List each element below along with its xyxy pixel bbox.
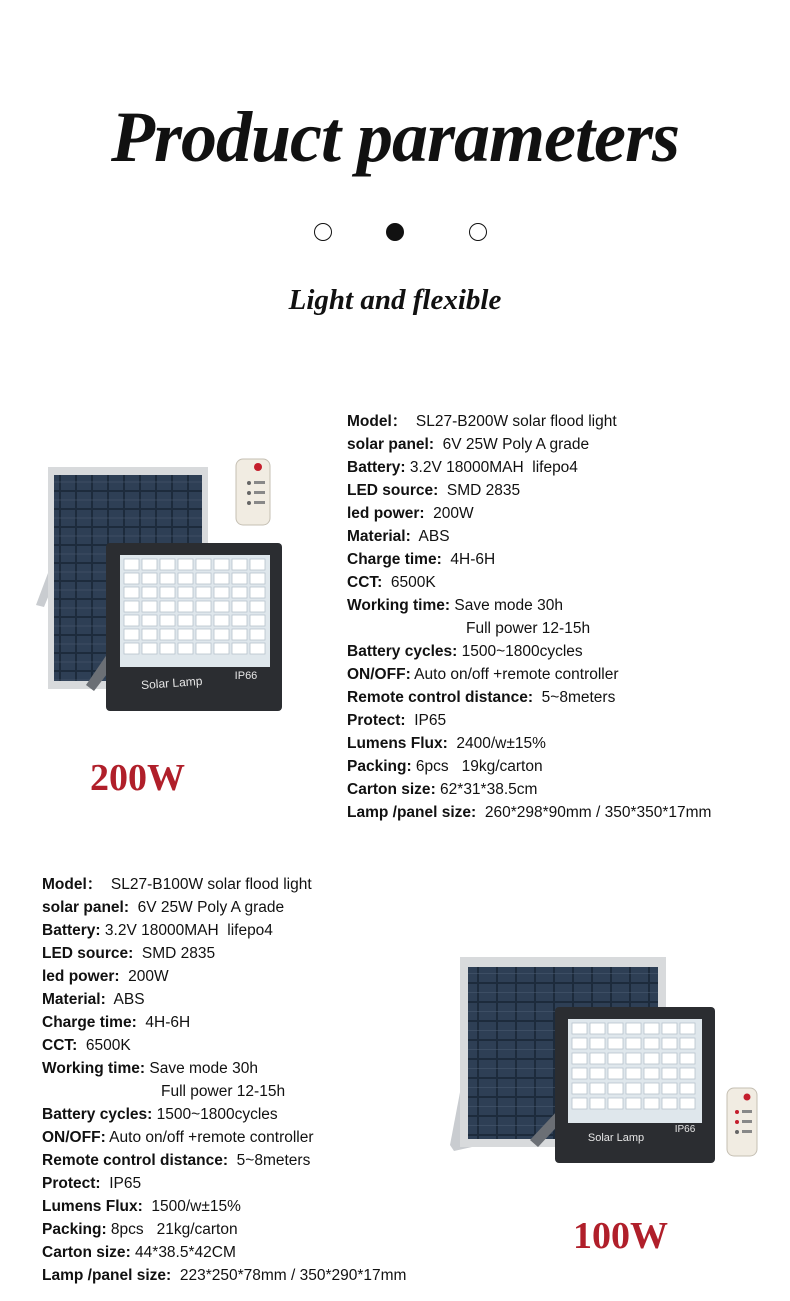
pagination-dots xyxy=(0,223,790,245)
spec-row: Battery: 3.2V 18000MAH lifepo4 xyxy=(42,922,273,939)
spec-row: Protect: IP65 xyxy=(42,1175,142,1192)
page-title: Product parameters xyxy=(111,97,679,177)
spec-row-continued: Full power 12-15h xyxy=(161,1083,286,1100)
spec-row: Protect: IP65 xyxy=(347,712,447,729)
solar-flood-light-200w-image xyxy=(28,455,288,717)
spec-row: Working time: Save mode 30h xyxy=(42,1060,258,1077)
pagination-dot-2-active[interactable] xyxy=(386,223,404,241)
spec-row: solar panel: 6V 25W Poly A grade xyxy=(42,899,285,916)
spec-row: Material: ABS xyxy=(347,528,450,545)
spec-row: Working time: Save mode 30h xyxy=(347,597,563,614)
spec-row: Model： SL27-B200W solar flood light xyxy=(347,413,617,430)
spec-row: Remote control distance: 5~8meters xyxy=(347,689,616,706)
spec-row: solar panel: 6V 25W Poly A grade xyxy=(347,436,590,453)
spec-row: Model： SL27-B100W solar flood light xyxy=(42,876,312,893)
spec-row: Charge time: 4H-6H xyxy=(347,551,496,568)
spec-list-100w xyxy=(42,873,406,1287)
spec-row: Carton size: 62*31*38.5cm xyxy=(347,781,538,798)
ip-label: IP66 xyxy=(234,670,258,682)
watt-label-100w: 100W xyxy=(573,1215,668,1257)
spec-row: CCT: 6500K xyxy=(347,574,436,591)
spec-row: Battery cycles: 1500~1800cycles xyxy=(42,1106,278,1123)
solar-flood-light-100w-image xyxy=(440,945,760,1175)
pagination-dot-1[interactable] xyxy=(314,223,332,241)
spec-row: ON/OFF: Auto on/off +remote controller xyxy=(347,666,619,683)
ip-label: IP66 xyxy=(674,1124,696,1135)
spec-row: Packing: 8pcs 21kg/carton xyxy=(42,1221,238,1238)
spec-row: CCT: 6500K xyxy=(42,1037,131,1054)
spec-row: led power: 200W xyxy=(347,505,474,522)
spec-row: Lumens Flux: 1500/w±15% xyxy=(42,1198,241,1215)
spec-row-continued: Full power 12-15h xyxy=(466,620,591,637)
spec-list-200w xyxy=(347,410,711,824)
spec-row: LED source: SMD 2835 xyxy=(347,482,521,499)
spec-row: Lumens Flux: 2400/w±15% xyxy=(347,735,546,752)
spec-row: Carton size: 44*38.5*42CM xyxy=(42,1244,236,1261)
spec-row: Remote control distance: 5~8meters xyxy=(42,1152,311,1169)
spec-row: Lamp /panel size: 223*250*78mm / 350*290*17mm xyxy=(42,1267,407,1284)
spec-row: Packing: 6pcs 19kg/carton xyxy=(347,758,543,775)
spec-row: Charge time: 4H-6H xyxy=(42,1014,191,1031)
spec-row: Material: ABS xyxy=(42,991,145,1008)
watt-label-200w: 200W xyxy=(90,757,185,799)
page-subtitle: Light and flexible xyxy=(288,284,502,316)
spec-row: ON/OFF: Auto on/off +remote controller xyxy=(42,1129,314,1146)
spec-row: LED source: SMD 2835 xyxy=(42,945,216,962)
pagination-dot-3[interactable] xyxy=(469,223,487,241)
lamp-label: Solar Lamp xyxy=(587,1132,645,1144)
spec-row: Battery: 3.2V 18000MAH lifepo4 xyxy=(347,459,578,476)
spec-row: Lamp /panel size: 260*298*90mm / 350*350*17mm xyxy=(347,804,712,821)
spec-row: led power: 200W xyxy=(42,968,169,985)
lamp-label: Solar Lamp xyxy=(140,673,203,693)
spec-row: Battery cycles: 1500~1800cycles xyxy=(347,643,583,660)
